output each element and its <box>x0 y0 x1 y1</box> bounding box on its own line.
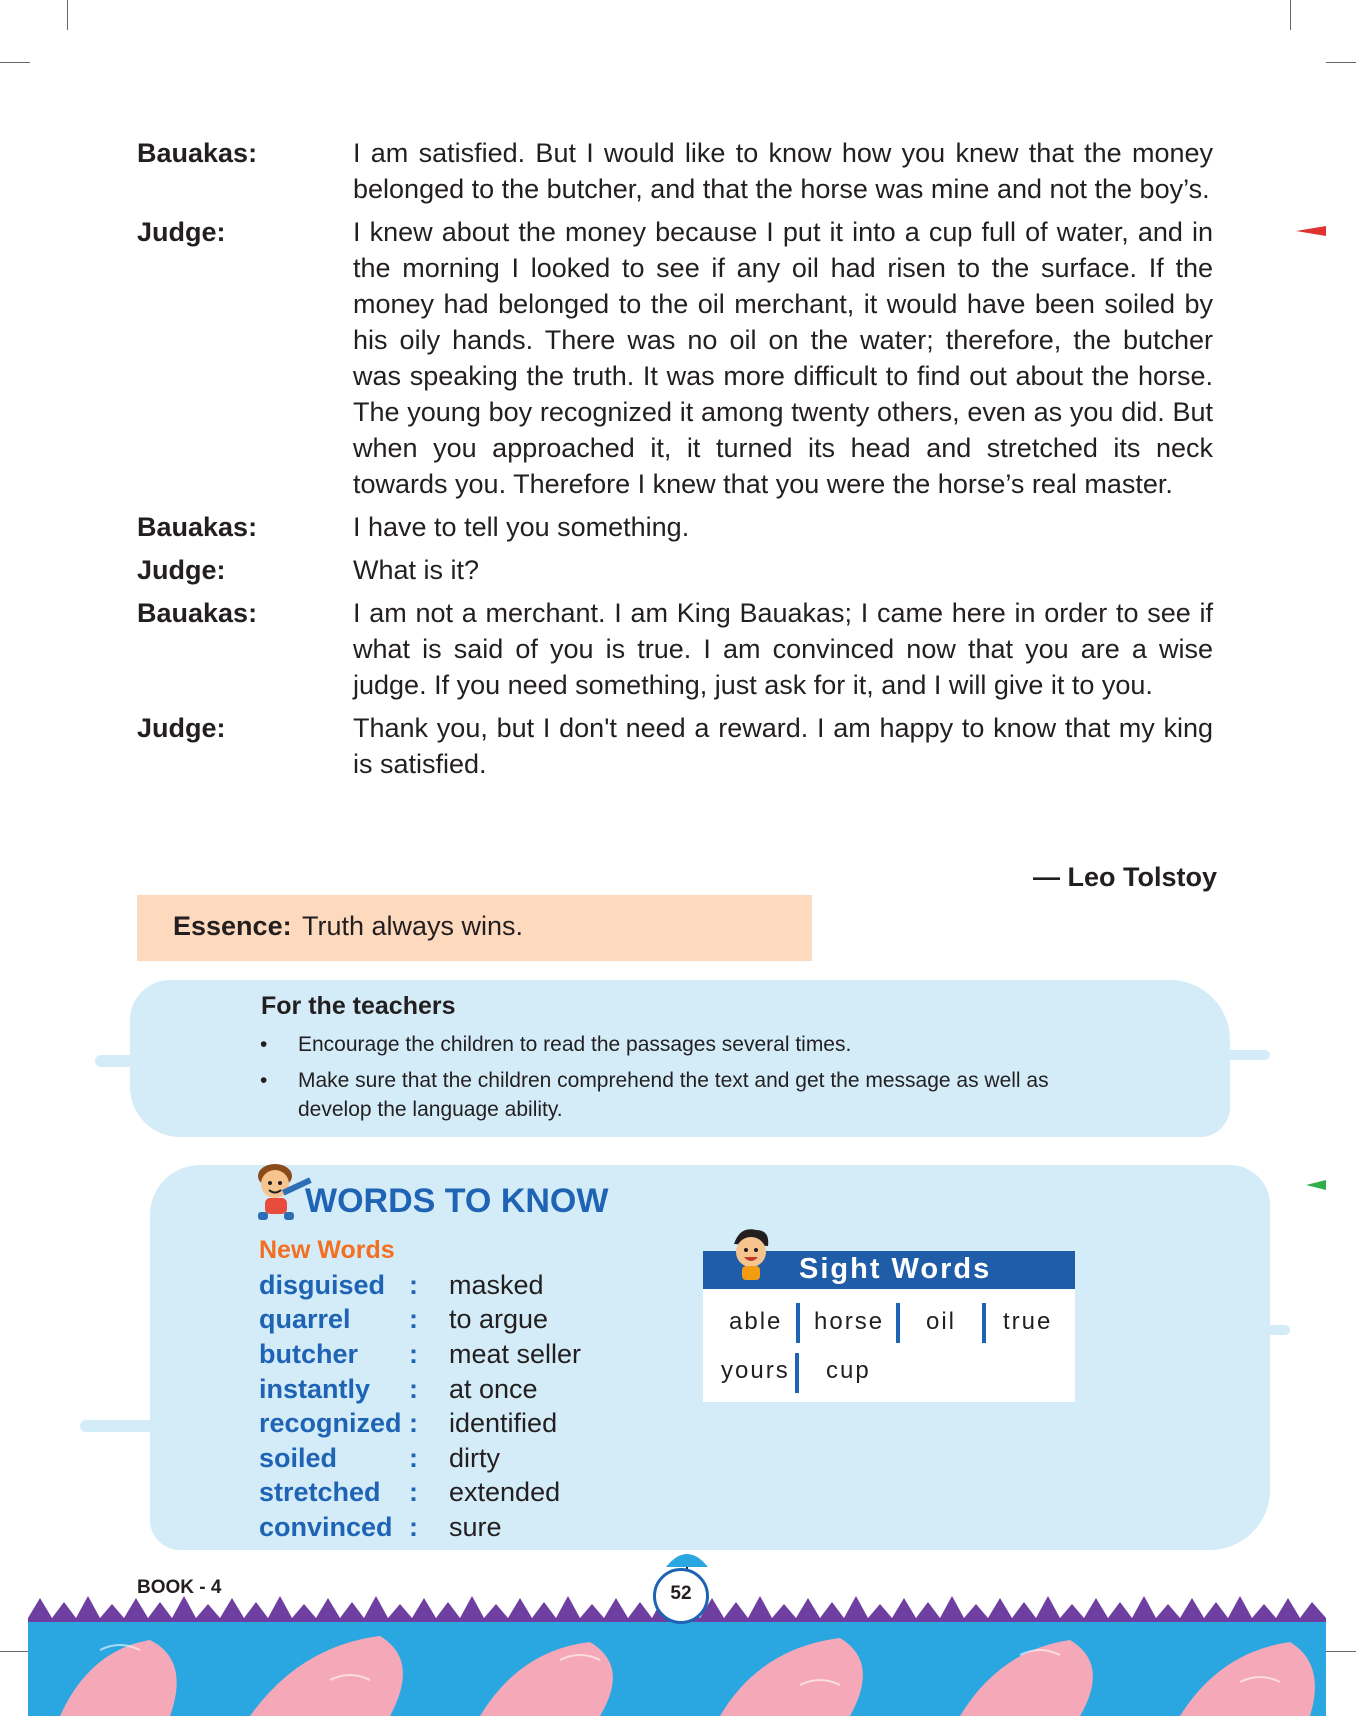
crop-mark <box>67 0 68 30</box>
boy-head-mascot-icon <box>726 1224 776 1280</box>
sight-word: oil <box>926 1308 957 1335</box>
speech-text: Thank you, but I don't need a reward. I am happy to know that my king is satisfied. <box>353 713 1213 779</box>
word-row <box>259 1510 639 1545</box>
essence-label: Essence: <box>173 911 292 941</box>
word-meaning: masked <box>449 1269 544 1300</box>
cloud-streak <box>1230 1325 1290 1335</box>
crop-mark <box>0 62 30 63</box>
speaker-label: Bauakas: <box>137 138 258 168</box>
sight-word-divider <box>795 1353 799 1393</box>
boy-mascot-icon <box>244 1160 314 1222</box>
green-margin-arrow-icon <box>1306 1180 1326 1190</box>
teachers-list-item: • Encourage the children to read the passages several times. <box>260 1030 1120 1059</box>
speaker-label: Bauakas: <box>137 598 258 628</box>
word-term: soiled <box>259 1442 338 1473</box>
word-term: disguised <box>259 1269 386 1300</box>
word-row <box>259 1268 639 1303</box>
dialogue-line <box>137 135 1217 207</box>
word-meaning: identified <box>449 1408 558 1439</box>
word-term: recognized <box>259 1408 402 1439</box>
sight-word: able <box>729 1308 783 1335</box>
word-meaning: extended <box>449 1477 561 1508</box>
sight-word-divider <box>982 1303 986 1343</box>
word-colon: : <box>409 1304 418 1335</box>
sight-word-divider <box>796 1303 800 1343</box>
essence-box <box>137 895 812 961</box>
word-list <box>259 1268 639 1545</box>
sight-word-divider <box>896 1303 900 1343</box>
word-term: butcher <box>259 1338 359 1369</box>
word-term: quarrel <box>259 1304 351 1335</box>
dialogue-line <box>137 214 1217 502</box>
dialogue-line <box>137 595 1217 703</box>
word-colon: : <box>409 1338 418 1369</box>
word-colon: : <box>409 1373 418 1404</box>
speaker-label: Bauakas: <box>137 512 258 542</box>
sight-word: true <box>1003 1308 1053 1335</box>
word-colon: : <box>409 1477 418 1508</box>
dialogue-line <box>137 552 1217 588</box>
word-row <box>259 1303 639 1338</box>
dialogue-line <box>137 509 1217 545</box>
word-term: stretched <box>259 1477 381 1508</box>
word-meaning: at once <box>449 1373 538 1404</box>
speaker-label: Judge: <box>137 713 226 743</box>
new-words-label: New Words <box>259 1236 395 1264</box>
page-number-badge <box>653 1568 709 1624</box>
sight-word: yours <box>721 1357 790 1384</box>
word-meaning: to argue <box>449 1304 549 1335</box>
cloud-streak <box>95 1055 215 1067</box>
word-row <box>259 1372 639 1407</box>
word-colon: : <box>409 1269 418 1300</box>
word-meaning: sure <box>449 1511 502 1542</box>
book-label: BOOK - 4 <box>137 1577 222 1598</box>
crop-mark <box>1326 62 1356 63</box>
sight-words-title: Sight Words <box>799 1253 992 1285</box>
teachers-title: For the teachers <box>261 992 456 1020</box>
speech-text: I knew about the money because I put it into a cup full of water, and in the morning I looked to see if any oil had risen to the surface. If the money had belonged to the oil merchant, it would have been soiled by his oily hands. There was no oil on the water; therefore, the butcher was speaking the truth. It was more difficult to find out about the horse. The young boy recognized it among twenty others, even as you did. But when you approached it, it turned its head and stretched its neck towards you. Therefore I knew that you were the horse’s real master. <box>353 217 1213 499</box>
word-row <box>259 1337 639 1372</box>
speech-text: I have to tell you something. <box>353 512 690 542</box>
teachers-list-item: • Make sure that the children comprehend the text and get the message as well as develop the language ability. <box>260 1066 1120 1124</box>
word-row <box>259 1406 639 1441</box>
sight-word: horse <box>814 1308 885 1335</box>
speaker-label: Judge: <box>137 217 226 247</box>
word-colon: : <box>409 1408 418 1439</box>
crop-mark <box>1290 0 1291 30</box>
author-credit: — Leo Tolstoy <box>1032 862 1217 892</box>
teachers-list <box>260 1030 1120 1131</box>
word-row <box>259 1476 639 1511</box>
sight-word: cup <box>826 1357 871 1384</box>
word-row <box>259 1441 639 1476</box>
speech-text: What is it? <box>353 555 480 585</box>
speech-text: I am satisfied. But I would like to know how you knew that the money belonged to the butcher, and that the horse was mine and not the boy’s. <box>353 138 1213 204</box>
cloud-streak <box>80 1420 200 1432</box>
word-term: convinced <box>259 1511 393 1542</box>
essence-text: Truth always wins. <box>302 911 524 941</box>
word-term: instantly <box>259 1373 371 1404</box>
word-colon: : <box>409 1511 418 1542</box>
dialogue <box>137 135 1217 789</box>
river <box>28 1622 1326 1716</box>
cloud-streak <box>1200 1050 1270 1060</box>
speech-text: I am not a merchant. I am King Bauakas; I came here in order to see if what is said of you is true. I am convinced now that you are a wise judge. If you need something, just ask for it, and I will give it to you. <box>353 598 1213 700</box>
word-meaning: dirty <box>449 1442 501 1473</box>
speaker-label: Judge: <box>137 555 226 585</box>
red-margin-arrow-icon <box>1296 226 1326 236</box>
word-meaning: meat seller <box>449 1338 582 1369</box>
dialogue-line <box>137 710 1217 782</box>
words-to-know-title: WORDS TO KNOW <box>305 1182 609 1220</box>
word-colon: : <box>409 1442 418 1473</box>
page-number: 52 <box>670 1583 692 1604</box>
